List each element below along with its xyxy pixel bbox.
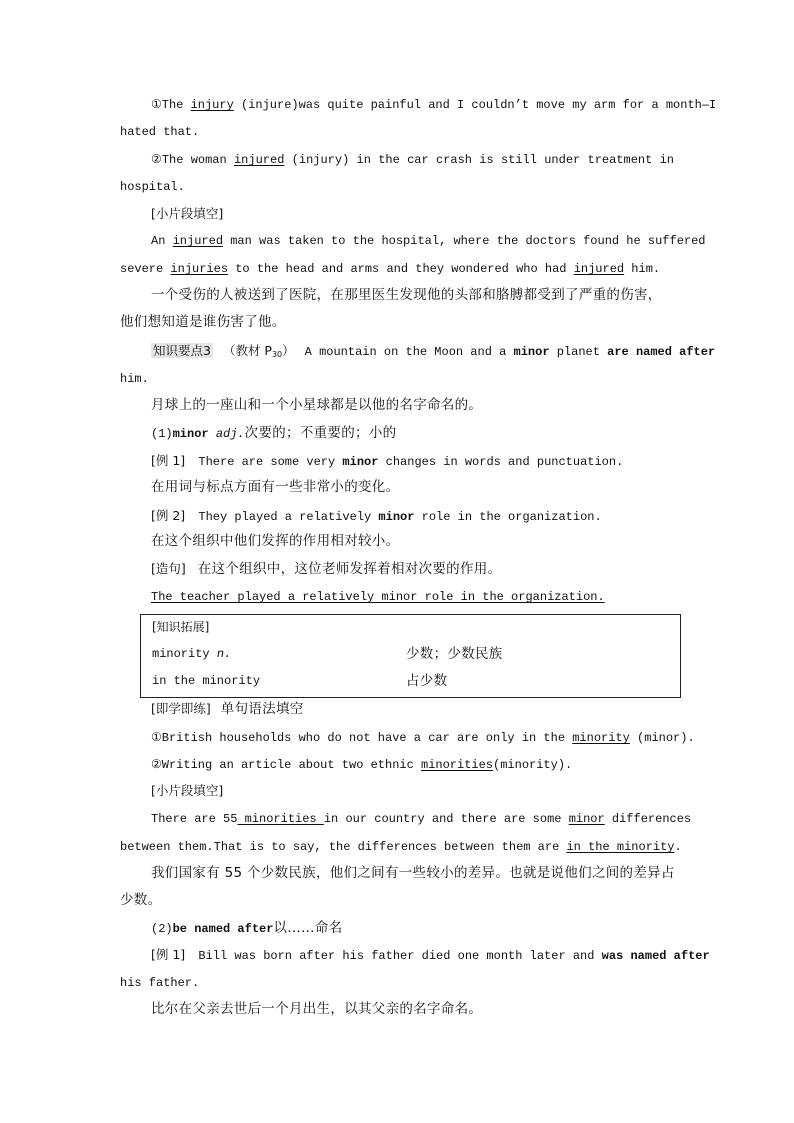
knowledge-point-3: 知识要点3 （教材 $P_{30}$） A mountain on the Moon and a minor planet are named after (153, 343, 716, 359)
example-2: [例 2] They played a relatively minor role in the organization. (151, 508, 602, 524)
p2-line1: ②The woman injured (injury) in the car crash is still under treatment in (151, 153, 674, 167)
p4-zh-line1: 我们国家有 55 个少数民族，他们之间有一些较小的差异。也就是说他们之间的差异占 (151, 865, 675, 881)
section-heading: [小片段填空] (151, 783, 224, 798)
extension-row: minority n. 少数；少数民族 (152, 646, 503, 662)
kp3-translation: 月球上的一座山和一个小星球都是以他的名字命名的。 (151, 397, 483, 413)
answer-blank: minorities (237, 812, 324, 826)
section-heading: [小片段填空] (151, 206, 224, 221)
p3-line2: severe injuries to the head and arms and they wondered who had injured him. (120, 262, 661, 276)
p4-line1: There are 55 minorities in our country and there are some minor differences (151, 812, 692, 826)
p4-zh-line2: 少数。 (120, 892, 162, 908)
knowledge-extension-box (140, 614, 681, 698)
answer-blank: minority (572, 731, 630, 745)
example-1: [例 1] There are some very minor changes in words and punctuation. (151, 453, 624, 469)
practice-title: [即学即练] 单句语法填空 (151, 701, 304, 717)
p4-line2: between them.That is to say, the differences between them are in the minority. (120, 840, 682, 854)
example-3-translation: 比尔在父亲去世后一个月出生，以其父亲的名字命名。 (151, 1001, 483, 1017)
answer-blank: injured (172, 234, 224, 248)
knowledge-point-tag: 知识要点3 (153, 343, 211, 358)
p1-line1: ①The injury (injure)was quite painful and I couldn’t move my arm for a month—I (151, 98, 717, 112)
p1-line2: hated that. (120, 125, 200, 139)
minor-definition: (1)minor adj.次要的；不重要的；小的 (151, 425, 397, 441)
answer-blank: injuries (170, 262, 229, 276)
example-2-translation: 在这个组织中他们发挥的作用相对较小。 (151, 533, 400, 549)
p3-line1: An injured man was taken to the hospital, where the doctors found he suffered (151, 234, 706, 248)
example-1-translation: 在用词与标点方面有一些非常小的变化。 (151, 479, 400, 495)
answer-blank: injured (233, 153, 285, 167)
answer-blank: injured (573, 262, 625, 276)
extension-title: [知识拓展] (152, 620, 210, 634)
extension-row: in the minority 占少数 (152, 673, 448, 689)
practice-1: ①British households who do not have a car are only in the minority (minor). (151, 731, 695, 745)
p3-zh-line1: 一个受伤的人被送到了医院，在那里医生发现他的头部和胳膊都受到了严重的伤害， (151, 287, 662, 303)
answer-blank: injury (190, 98, 234, 112)
answer-blank: minorities (421, 758, 494, 772)
practice-2: ②Writing an article about two ethnic minorities(minority). (151, 758, 573, 772)
make-sentence-answer: The teacher played a relatively minor role in the organization. (151, 590, 605, 604)
make-sentence: [造句] 在这个组织中，这位老师发挥着相对次要的作用。 (151, 561, 502, 577)
p3-zh-line2: 他们想知道是谁伤害了他。 (120, 314, 286, 330)
knowledge-point-3-line2: him. (120, 372, 149, 386)
example-3: [例 1] Bill was born after his father died one month later and was named after (151, 947, 710, 963)
answer-blank: minor (568, 812, 605, 826)
answer-blank: in the minority (566, 840, 675, 854)
p2-line2: hospital. (120, 180, 185, 194)
example-3-line2: his father. (120, 976, 200, 990)
be-named-after-definition: (2)be named after以……命名 (151, 920, 343, 936)
